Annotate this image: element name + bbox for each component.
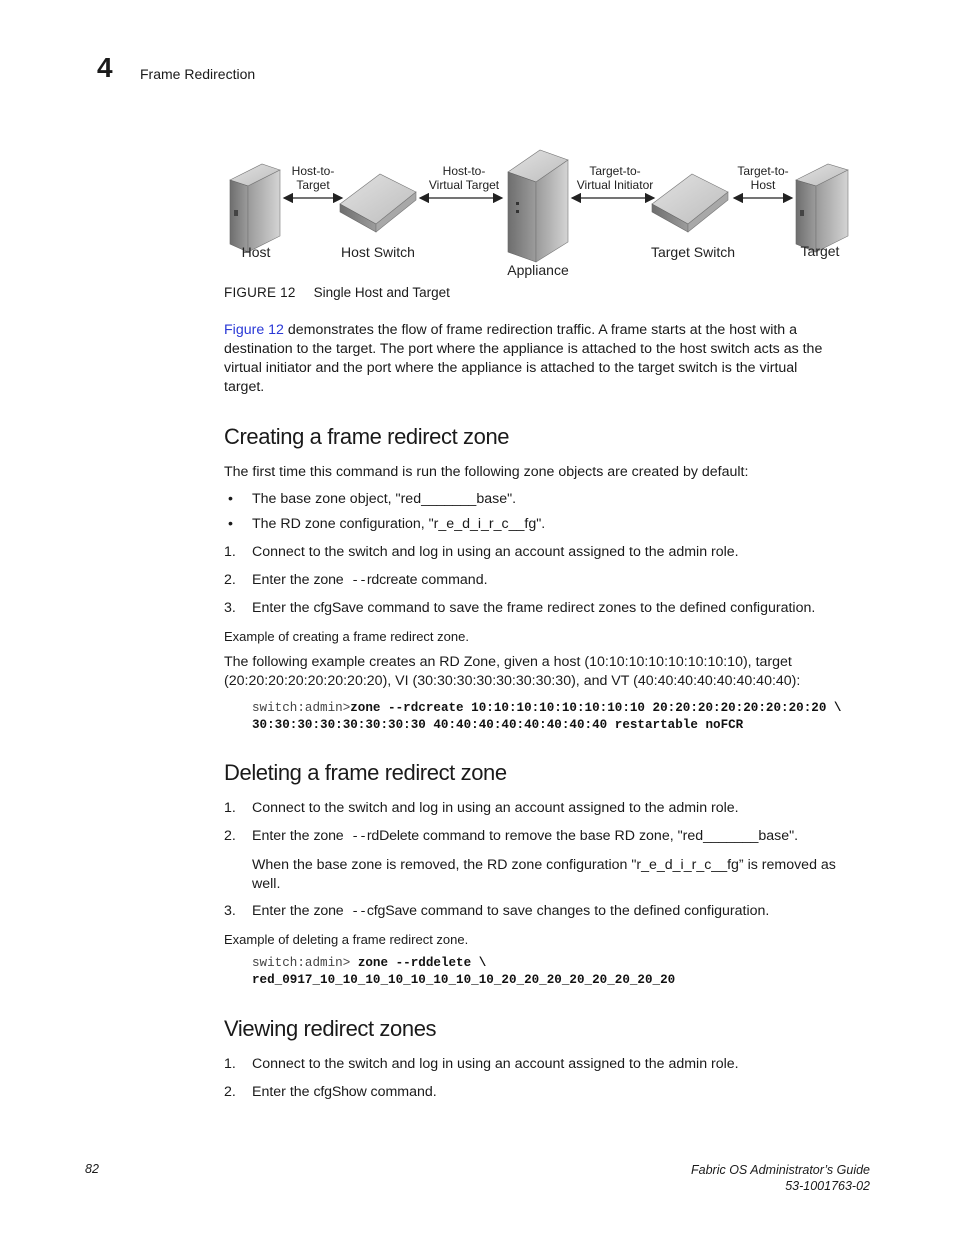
example-label-create: Example of creating a frame redirect zone.	[224, 629, 469, 644]
host-label: Host	[241, 244, 271, 260]
bullet-icon: •	[228, 491, 233, 507]
doc-number: 53-1001763-02	[785, 1179, 870, 1193]
code-block-delete: switch:admin> zone --rddelete \ red_0917_10_10_10_10_10_10_10_10_20_20_20_20_20_20_20_20	[252, 956, 676, 987]
command-zone: zone	[313, 903, 344, 919]
link3-label-b: Virtual Initiator	[576, 178, 654, 192]
step-item: 3. Enter the zone --cfgSave command to save changes to the defined configuration.	[224, 903, 770, 919]
target-label: Target	[800, 243, 840, 259]
link2-label-a: Host-to-	[442, 164, 486, 178]
list-item: • The base zone object, "red_______base".	[228, 491, 517, 507]
appliance-icon	[508, 150, 568, 262]
code-block-create: switch:admin>zone --rdcreate 10:10:10:10:10:10:10:10 20:20:20:20:20:20:20:20 \ 30:30:30:30:30:30:30:30 40:40:40:40:40:40:40:40 restartable noFCR	[252, 701, 842, 732]
section-heading-creating: Creating a frame redirect zone	[224, 424, 510, 449]
step-item: 2. Enter the cfgShow command.	[224, 1084, 437, 1100]
guide-title: Fabric OS Administrator’s Guide	[691, 1163, 870, 1177]
link1-label-a: Host-to-	[291, 164, 335, 178]
command-cfgsave: cfgSave	[366, 903, 417, 919]
intro-paragraph	[224, 321, 864, 397]
figure-caption-title: Single Host and Target	[313, 285, 450, 300]
intro-line1: demonstrates the flow of frame redirection traffic. A frame starts at the host with a	[283, 322, 798, 338]
link2-label-b: Virtual Target	[428, 178, 500, 192]
appliance-label: Appliance	[507, 262, 569, 278]
host-switch-label: Host Switch	[341, 244, 415, 260]
footer-doc-info	[691, 1162, 870, 1194]
example-description: The following example creates an RD Zone, given a host (10:10:10:10:10:10:10:10), target (20:20:20:20:20:20:20:20), VI (30:30:30:30:30:30:30:30), and VT (40:40:40:40:40:40:40:40):	[224, 654, 801, 689]
target-server-icon	[796, 164, 848, 252]
step-note: When the base zone is removed, the RD zone configuration "r_e_d_i_r_c__fg” is removed as well.	[252, 857, 836, 892]
host-server-icon	[230, 164, 280, 252]
figure-caption-number: FIGURE 12	[224, 285, 296, 300]
step-item: 1. Connect to the switch and log in using an account assigned to the admin role.	[224, 1056, 739, 1072]
section-heading-viewing: Viewing redirect zones	[224, 1016, 437, 1041]
link4-label-a: Target-to-	[737, 164, 789, 178]
intro-line4: target.	[224, 379, 265, 395]
chapter-title: Frame Redirection	[140, 66, 256, 82]
target-switch-icon	[652, 174, 728, 232]
page-number: 82	[85, 1162, 99, 1176]
figure-link[interactable]: Figure 12	[224, 322, 284, 338]
example-label-delete: Example of deleting a frame redirect zone.	[224, 932, 469, 947]
step-item: 3. Enter the cfgSave command to save the frame redirect zones to the defined configuration.	[224, 600, 816, 616]
command-cfgshow: cfgShow	[313, 1084, 367, 1100]
step-item: 2. Enter the zone --rdDelete command to remove the base RD zone, "red_______base".	[224, 828, 799, 844]
link3-label-a: Target-to-	[589, 164, 641, 178]
section1-intro: The first time this command is run the following zone objects are created by default:	[224, 464, 749, 480]
figure-diagram	[222, 140, 862, 285]
section-heading-deleting: Deleting a frame redirect zone	[224, 760, 507, 785]
step-item: 1. Connect to the switch and log in using an account assigned to the admin role.	[224, 544, 739, 560]
host-switch-icon	[340, 174, 416, 232]
link4-label-b: Host	[750, 178, 776, 192]
bullet-icon: •	[228, 516, 233, 532]
chapter-number: 4	[97, 52, 113, 83]
intro-line2: destination to the target. The port where the appliance is attached to the host switch acts as the	[224, 341, 823, 357]
command-rddelete: rdDelete	[366, 828, 419, 844]
list-item: • The RD zone configuration, "r_e_d_i_r_c__fg".	[228, 516, 546, 532]
intro-line3: virtual initiator and the port where the appliance is attached to the target switch is the virtual	[224, 360, 798, 376]
target-switch-label: Target Switch	[650, 244, 736, 260]
command-rdcreate: rdcreate	[366, 572, 418, 588]
figure-caption	[224, 285, 450, 300]
step-item: 2. Enter the zone --rdcreate command.	[224, 572, 488, 588]
link1-label-b: Target	[296, 178, 330, 192]
command-zone: zone	[313, 828, 344, 844]
command-cfgsave: cfgSave	[313, 600, 364, 616]
command-zone: zone	[313, 572, 344, 588]
step-item: 1. Connect to the switch and log in using an account assigned to the admin role.	[224, 800, 739, 816]
